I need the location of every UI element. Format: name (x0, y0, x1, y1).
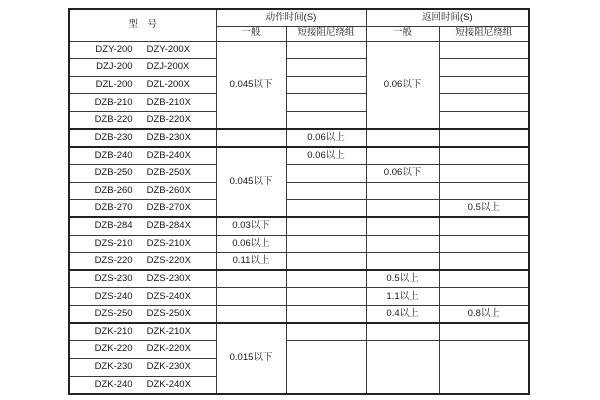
return-damping-cell (439, 323, 529, 341)
return-general-cell (366, 182, 439, 200)
model-name-variant: DZB-284X (146, 220, 191, 232)
model-name-variant: DZS-220X (146, 255, 191, 267)
model-name-variant: DZJ-200X (146, 61, 190, 73)
table-row (69, 59, 529, 77)
model-name-primary: DZB-270 (94, 202, 133, 214)
table-row (69, 341, 529, 359)
spec-table (68, 8, 530, 395)
model-name-variant: DZB-270X (146, 202, 191, 214)
table-row (69, 41, 529, 59)
action-damping-cell (286, 235, 366, 253)
return-damping-cell (439, 129, 529, 147)
return-damping-cell: 0.5以上 (439, 200, 529, 218)
return-damping-cell (439, 288, 529, 306)
table-row (69, 200, 529, 218)
return-damping-cell (439, 76, 529, 94)
model-cell (69, 129, 216, 147)
model-name-primary: DZB-240 (94, 149, 133, 161)
action-general-cell: 0.03以下 (216, 217, 286, 235)
model-cell (69, 76, 216, 94)
model-name-variant: DZL-200X (146, 78, 190, 90)
model-cell (69, 288, 216, 306)
action-damping-cell: 0.06以上 (286, 147, 366, 165)
table-row (69, 288, 529, 306)
header-action-damping: 短接阻尼绕组 (286, 26, 366, 41)
model-name-variant: DZK-210X (146, 326, 191, 338)
return-general-cell: 1.1以上 (366, 288, 439, 306)
header-model: 型 号 (69, 9, 216, 41)
return-general-cell (366, 341, 439, 394)
action-general-cell: 0.045以下 (216, 147, 286, 218)
action-damping-cell (286, 200, 366, 218)
model-cell (69, 376, 216, 394)
return-general-cell: 0.06以下 (366, 164, 439, 182)
action-general-cell: 0.015以下 (216, 323, 286, 394)
table-row (69, 112, 529, 130)
model-name-primary: DZS-210 (94, 237, 133, 249)
return-damping-cell (439, 235, 529, 253)
model-cell (69, 94, 216, 112)
model-name-primary: DZB-260 (94, 184, 133, 196)
action-damping-cell (286, 323, 366, 341)
model-name-primary: DZB-210 (94, 96, 133, 108)
action-general-cell (216, 129, 286, 147)
model-name-primary: DZB-220 (94, 113, 133, 125)
table-row (69, 129, 529, 147)
model-name-variant: DZS-250X (146, 307, 191, 319)
action-damping-cell (286, 59, 366, 77)
return-damping-cell (439, 341, 529, 394)
model-cell (69, 359, 216, 377)
model-name-variant: DZK-230X (146, 361, 191, 373)
return-general-cell (366, 147, 439, 165)
model-name-variant: DZY-200X (146, 43, 191, 55)
return-general-cell (366, 200, 439, 218)
return-general-cell (366, 235, 439, 253)
action-damping-cell (286, 270, 366, 288)
action-damping-cell: 0.06以上 (286, 129, 366, 147)
action-damping-cell (286, 217, 366, 235)
table-row (69, 323, 529, 341)
model-cell (69, 341, 216, 359)
return-damping-cell (439, 217, 529, 235)
model-name-variant: DZB-230X (146, 131, 191, 143)
table-row (69, 235, 529, 253)
return-damping-cell (439, 59, 529, 77)
table-row (69, 270, 529, 288)
model-cell (69, 112, 216, 130)
table-row (69, 253, 529, 271)
return-damping-cell: 0.8以上 (439, 306, 529, 324)
table-row (69, 217, 529, 235)
return-damping-cell (439, 182, 529, 200)
model-name-primary: DZB-284 (94, 220, 133, 232)
model-name-primary: DZL-200 (95, 78, 133, 90)
action-general-cell (216, 306, 286, 324)
model-name-primary: DZB-250 (94, 167, 133, 179)
model-name-primary: DZS-230 (94, 273, 133, 285)
action-damping-cell (286, 76, 366, 94)
model-name-primary: DZY-200 (95, 43, 133, 55)
model-name-primary: DZK-240 (94, 378, 133, 390)
model-name-primary: DZJ-200 (96, 61, 133, 73)
action-general-cell: 0.11以上 (216, 253, 286, 271)
header-return-damping: 短接阻尼绕组 (439, 26, 529, 41)
model-cell (69, 235, 216, 253)
model-name-primary: DZK-230 (94, 361, 133, 373)
return-general-cell (366, 323, 439, 341)
table-row (69, 306, 529, 324)
model-name-primary: DZS-240 (94, 290, 133, 302)
return-damping-cell (439, 112, 529, 130)
action-damping-cell (286, 341, 366, 394)
model-cell (69, 182, 216, 200)
model-name-variant: DZK-220X (146, 343, 191, 355)
model-cell (69, 323, 216, 341)
model-cell (69, 253, 216, 271)
model-name-variant: DZB-260X (146, 184, 191, 196)
model-name-primary: DZB-230 (94, 131, 133, 143)
model-cell (69, 147, 216, 165)
return-general-cell: 0.5以上 (366, 270, 439, 288)
action-damping-cell (286, 182, 366, 200)
model-cell (69, 270, 216, 288)
model-name-variant: DZS-240X (146, 290, 191, 302)
header-return-general: 一般 (366, 26, 439, 41)
model-cell (69, 200, 216, 218)
model-name-primary: DZS-250 (94, 307, 133, 319)
action-general-cell (216, 288, 286, 306)
model-name-variant: DZB-240X (146, 149, 191, 161)
model-cell (69, 41, 216, 59)
model-name-primary: DZK-220 (94, 343, 133, 355)
action-damping-cell (286, 94, 366, 112)
return-damping-cell (439, 94, 529, 112)
action-damping-cell (286, 41, 366, 59)
header-action-general: 一般 (216, 26, 286, 41)
return-general-cell: 0.06以下 (366, 41, 439, 129)
table-row (69, 76, 529, 94)
model-cell (69, 217, 216, 235)
return-damping-cell (439, 270, 529, 288)
action-damping-cell (286, 306, 366, 324)
model-name-variant: DZB-250X (146, 167, 191, 179)
action-damping-cell (286, 112, 366, 130)
action-general-cell (216, 270, 286, 288)
model-name-variant: DZK-240X (146, 378, 191, 390)
action-general-cell: 0.045以下 (216, 41, 286, 129)
model-cell (69, 164, 216, 182)
return-damping-cell (439, 41, 529, 59)
return-damping-cell (439, 164, 529, 182)
action-damping-cell (286, 164, 366, 182)
model-name-variant: DZB-210X (146, 96, 191, 108)
table-row (69, 182, 529, 200)
model-cell (69, 306, 216, 324)
return-general-cell (366, 217, 439, 235)
return-general-cell: 0.4以上 (366, 306, 439, 324)
action-damping-cell (286, 253, 366, 271)
action-general-cell: 0.06以上 (216, 235, 286, 253)
header-return-time: 返回时间(S) (366, 9, 529, 26)
model-name-primary: DZK-210 (94, 326, 133, 338)
return-general-cell (366, 253, 439, 271)
model-name-primary: DZS-220 (94, 255, 133, 267)
return-damping-cell (439, 147, 529, 165)
model-cell (69, 59, 216, 77)
header-action-time: 动作时间(S) (216, 9, 366, 26)
model-name-variant: DZB-220X (146, 113, 191, 125)
model-name-variant: DZS-210X (146, 237, 191, 249)
table-row (69, 147, 529, 165)
return-general-cell (366, 129, 439, 147)
model-name-variant: DZS-230X (146, 273, 191, 285)
table-row (69, 94, 529, 112)
return-damping-cell (439, 253, 529, 271)
table-row (69, 164, 529, 182)
action-damping-cell (286, 288, 366, 306)
